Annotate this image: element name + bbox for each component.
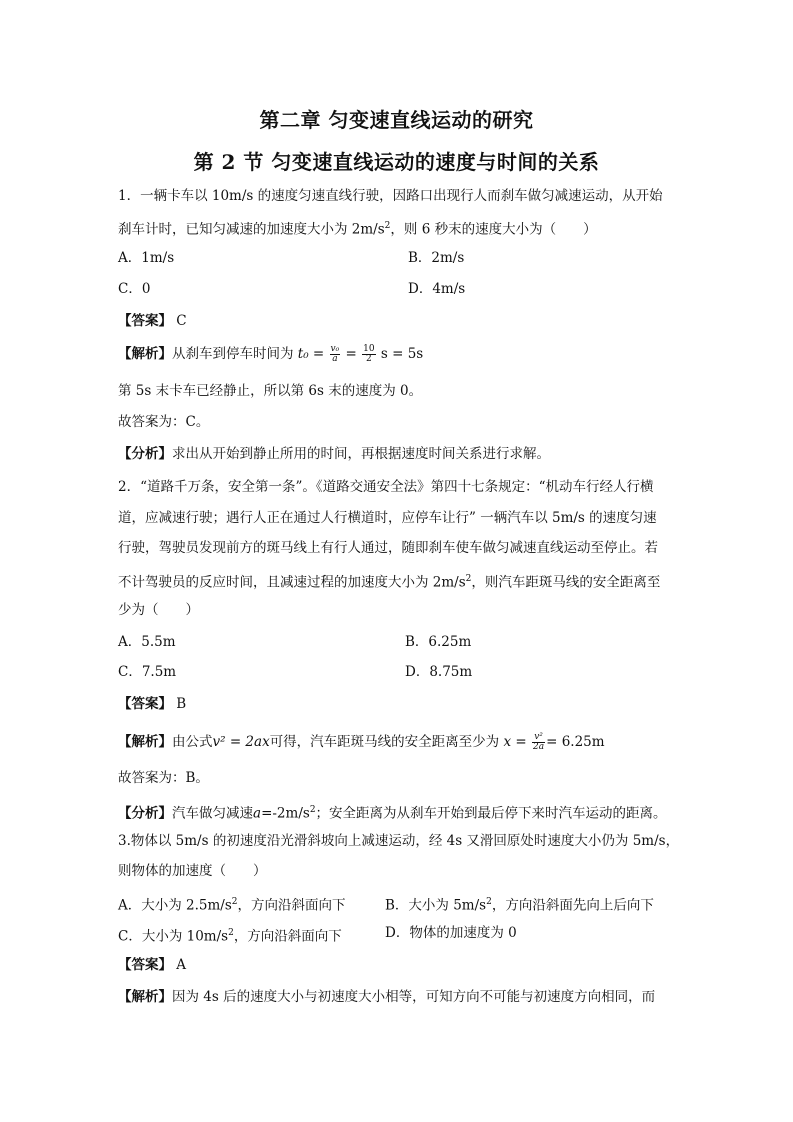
q1-option-d: D．4m/s [408,281,466,297]
q2-analysis-text-b: 可得，汽车距斑马线的安全距离至少为 [269,734,500,750]
q3-option-c: C．大小为 $10m/s^2$，方向沿斜面向下 [118,928,342,945]
q1-option-b: B．2m/s [408,250,465,266]
q1-analysis-text: 从刹车到停车时间为 [172,346,294,362]
q3-option-b: B．大小为 $5m/s^2$，方向沿斜面先向上后向下 [385,897,654,914]
q2-analysis-label: 【解析】 [118,734,172,750]
q1-stop-line: 第 5s 末卡车已经静止，所以第 6s 末的速度为 0。 [118,383,423,399]
q2-option-a: A．5.5m [118,634,176,650]
q2-stem-line5: 少为（ ） [118,602,199,618]
q3-stem-line1: 3.物体以 5m/s 的初速度沿光滑斜坡向上减速运动，经 4s 又滑回原处时速度大小仍为 5m/s， [118,833,680,849]
q2-stem-line4-end: ，则汽车距斑马线的安全距离至 [471,574,661,591]
q2-fenxi-text-c: ；安全距离为从刹车开始到最后停下来时汽车运动的距离。 [315,805,667,822]
q1-option-a: A．1m/s [118,250,175,266]
q1-analysis: 【解析】从刹车到停车时间为 t₀ = $\frac{\text{v₀}}{a}$ = $\frac{10}{2}$ s = 5s [118,344,424,364]
q3-stem-line2: 则物体的加速度（ ） [118,863,267,879]
q2-answer-label: 【答案】 [118,696,172,712]
q2-option-c: C．7.5m [118,664,177,680]
q2-option-d: D．8.75m [405,664,473,680]
q2-stem-line3: 行驶，驾驶员发现前方的斑马线上有行人通过，随即刹车使车做匀减速直线运动至停止。若 [118,540,658,556]
q2-formula-2-lhs: x = [503,734,531,750]
q2-stem-line2: 道，应减速行驶；遇行人正在通过人行横道时，应停车让行” 一辆汽车以 5m/s 的速度匀速 [118,510,657,526]
q2-fraction: $\frac{\text{v²}}{2a}$ [533,732,545,752]
q2-formula-2-rhs: = 6.25m [546,734,605,750]
q1-fenxi [118,444,688,464]
q1-fraction-2: $\frac{10}{2}$ [363,344,375,364]
q2-fenxi-text-b: =-2m/s [261,805,310,822]
q1-stem-sup: 2 [384,221,391,231]
q1-stem-text: 刹车计时，已知匀减速的加速度大小为 2m/s [118,221,385,238]
q1-result-line: 故答案为：C。 [118,414,210,430]
q1-stem-line1: 1．一辆卡车以 10m/s 的速度匀速直线行驶，因路口出现行人而刹车做匀减速运动，从开始 [118,188,663,204]
q1-answer [118,311,688,331]
q1-fenxi-text: 求出从开始到静止所用的时间，再根据速度时间关系进行求解。 [172,446,550,462]
q2-fenxi-text-a: 汽车做匀减速 [172,805,253,822]
q1-fraction-1: $\frac{\text{v₀}}{a}$ [330,344,340,364]
q3-answer-label: 【答案】 [118,957,172,973]
q2-fenxi-sup: 2 [309,805,316,815]
q3-answer [118,955,688,975]
q2-stem-line4 [118,569,688,593]
q2-fenxi-math: a [253,805,262,822]
q3-answer-value: A [176,957,187,973]
q2-fenxi-label: 【分析】 [118,805,172,822]
q2-answer [118,694,688,714]
q1-answer-label: 【答案】 [118,313,172,329]
q2-stem-line4-text: 不计驾驶员的反应时间，且减速过程的加速度大小为 2m/s [118,574,466,591]
q2-stem-sup: 2 [465,574,472,584]
q3-option-a: A．大小为 $2.5m/s^2$，方向沿斜面向下 [118,897,346,914]
q1-stem-line2 [118,216,688,240]
q1-analysis-label: 【解析】 [118,346,172,362]
q1-option-c: C．0 [118,281,151,297]
q2-analysis [118,732,688,752]
q2-stem-line1: 2．“道路千万条，安全第一条”。《道路交通安全法》第四十七条规定：“机动车行经人行横 [118,479,654,495]
q2-result-line: 故答案为：B。 [118,770,209,786]
q1-stem-text-end: ，则 6 秒末的速度大小为（ ） [390,221,597,238]
q1-answer-value: C [176,313,187,329]
q2-analysis-text-a: 由公式 [172,734,213,750]
q2-answer-value: B [176,696,187,712]
q3-analysis [118,987,688,1007]
q1-formula-rhs: s = 5s [380,346,424,362]
q3-analysis-text: 因为 4s 后的速度大小与初速度大小相等，可知方向不可能与初速度方向相同，而 [172,989,656,1005]
section-title: 第 2 节 匀变速直线运动的速度与时间的关系 [193,150,600,174]
q3-option-d: D．物体的加速度为 0 [385,925,517,941]
q2-formula-1: v² = 2ax [212,734,270,750]
q1-fenxi-label: 【分析】 [118,446,172,462]
q3-analysis-label: 【解析】 [118,989,172,1005]
chapter-title: 第二章 匀变速直线运动的研究 [259,108,534,132]
q2-fenxi [118,800,688,824]
q2-option-b: B．6.25m [405,634,472,650]
q1-formula-lhs: t₀ = [297,346,329,362]
